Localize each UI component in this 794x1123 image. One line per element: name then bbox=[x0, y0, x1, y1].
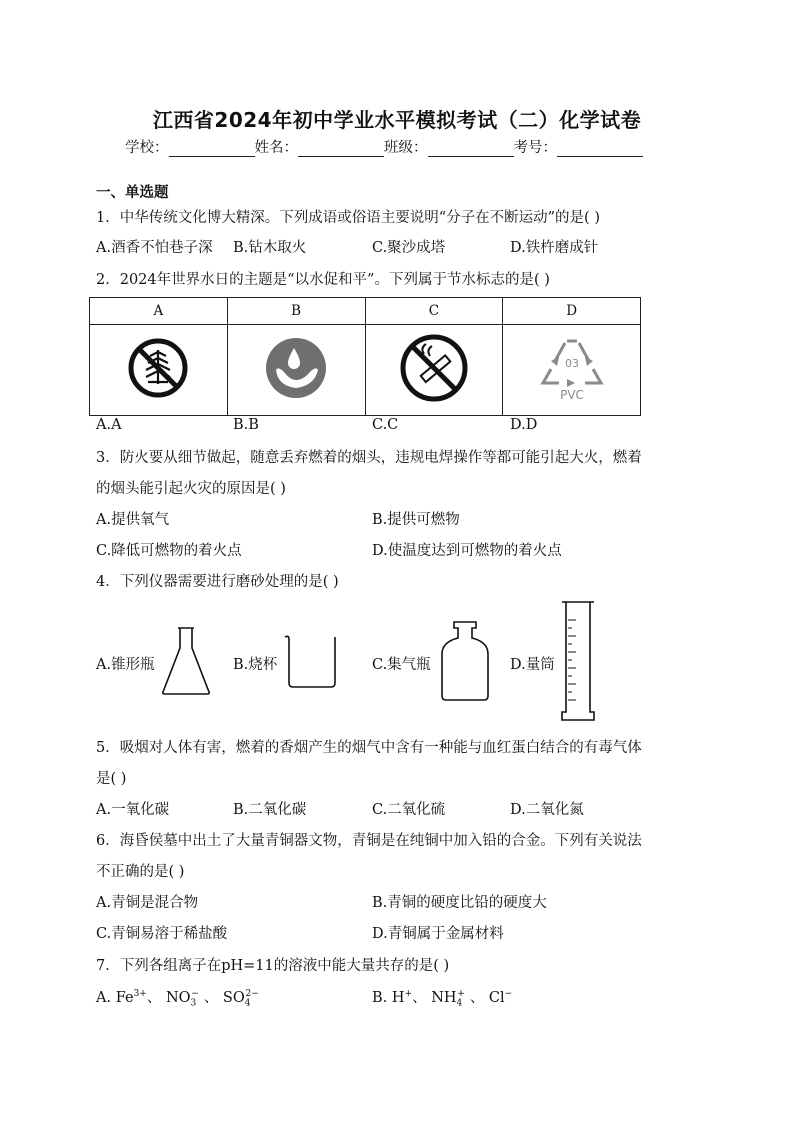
q7-b-label: B. bbox=[372, 990, 388, 1006]
q5-option-d[interactable]: D.二氧化氮 bbox=[510, 802, 584, 818]
symbol-header-b: B bbox=[227, 298, 365, 325]
q4-option-d[interactable]: D.量筒 bbox=[510, 657, 555, 673]
q7-option-a[interactable] bbox=[96, 986, 264, 1009]
water-saving-icon bbox=[264, 336, 328, 400]
ion-fe: $Fe^{3+}$ bbox=[115, 989, 147, 1006]
gas-collecting-bottle-icon bbox=[438, 620, 492, 702]
q5-option-a[interactable]: A.一氧化碳 bbox=[96, 802, 170, 818]
section-heading: 一、单选题 bbox=[96, 185, 169, 201]
symbol-header-c: C bbox=[365, 298, 503, 325]
symbol-header-a: A bbox=[90, 298, 228, 325]
q1-option-a[interactable]: A.酒香不怕巷子深 bbox=[96, 240, 213, 256]
symbol-cell-b bbox=[227, 325, 365, 416]
q4-option-a[interactable]: A.锥形瓶 bbox=[96, 657, 155, 673]
symbol-cell-c bbox=[365, 325, 503, 416]
class-field[interactable] bbox=[428, 140, 514, 157]
recycling-code: 03 bbox=[564, 357, 579, 370]
question-1-stem: 1．中华传统文化博大精深。下列成语或俗语主要说明“分子在不断运动”的是( ) bbox=[96, 210, 600, 226]
name-field[interactable] bbox=[298, 140, 384, 157]
q4-option-c[interactable]: C.集气瓶 bbox=[372, 657, 431, 673]
q3-option-d[interactable]: D.使温度达到可燃物的着火点 bbox=[372, 543, 562, 559]
student-info-row bbox=[125, 136, 643, 157]
question-7-stem: 7．下列各组离子在pH=11的溶液中能大量共存的是( ) bbox=[96, 958, 450, 974]
q1-option-c[interactable]: C.聚沙成塔 bbox=[372, 240, 446, 256]
question-3-stem-line2: 的烟头能引起火灾的原因是( ) bbox=[96, 481, 286, 497]
ion-no3: $NO_3^-$ bbox=[165, 989, 199, 1009]
q2-option-b[interactable]: B.B bbox=[233, 417, 259, 433]
symbol-header-d: D bbox=[503, 298, 641, 325]
question-5-stem-line1: 5．吸烟对人体有害，燃着的香烟产生的烟气中含有一种能与血红蛋白结合的有毒气体 bbox=[96, 740, 642, 756]
question-5-stem-line2: 是( ) bbox=[96, 771, 127, 787]
beaker-icon bbox=[283, 633, 341, 689]
question-3-stem-line1: 3．防火要从细节做起，随意丢弃燃着的烟头，违规电焊操作等都可能引起大火，燃着 bbox=[96, 450, 642, 466]
number-field[interactable] bbox=[557, 140, 643, 157]
no-logging-icon bbox=[126, 336, 190, 400]
school-field[interactable] bbox=[169, 140, 255, 157]
symbol-cell-d bbox=[503, 325, 641, 416]
question-2-stem: 2．2024年世界水日的主题是“以水促和平”。下列属于节水标志的是( ) bbox=[96, 272, 550, 288]
q7-a-label: A. bbox=[96, 990, 112, 1006]
q1-option-b[interactable]: B.钻木取火 bbox=[233, 240, 307, 256]
school-label: 学校： bbox=[125, 140, 169, 156]
q2-option-d[interactable]: D.D bbox=[510, 417, 538, 433]
q3-option-c[interactable]: C.降低可燃物的着火点 bbox=[96, 543, 242, 559]
recycling-icon bbox=[537, 333, 607, 403]
q5-option-c[interactable]: C.二氧化硫 bbox=[372, 802, 446, 818]
q5-option-b[interactable]: B.二氧化碳 bbox=[233, 802, 307, 818]
separator: 、 bbox=[146, 990, 162, 1006]
q2-option-c[interactable]: C.C bbox=[372, 417, 399, 433]
q4-option-b[interactable]: B.烧杯 bbox=[233, 657, 278, 673]
ion-nh4: $NH_4^+$ bbox=[431, 989, 465, 1009]
ion-h: H+ bbox=[391, 989, 413, 1006]
separator: 、 bbox=[203, 990, 219, 1006]
q6-option-b[interactable]: B.青铜的硬度比铅的硬度大 bbox=[372, 895, 547, 911]
no-smoking-icon bbox=[398, 332, 470, 404]
number-label: 考号： bbox=[513, 140, 557, 156]
q6-option-c[interactable]: C.青铜易溶于稀盐酸 bbox=[96, 926, 228, 942]
q1-option-d[interactable]: D.铁杵磨成针 bbox=[510, 240, 599, 256]
q3-option-b[interactable]: B.提供可燃物 bbox=[372, 512, 460, 528]
ion-cl: Cl− bbox=[488, 989, 513, 1006]
question-6-stem-line2: 不正确的是( ) bbox=[96, 864, 185, 880]
graduated-cylinder-icon bbox=[558, 600, 598, 722]
class-label: 班级： bbox=[384, 140, 428, 156]
q2-option-a[interactable]: A.A bbox=[96, 417, 122, 433]
symbol-cell-a bbox=[90, 325, 228, 416]
ion-so4: $SO_4^{2-}$ bbox=[222, 989, 259, 1009]
separator: 、 bbox=[469, 990, 485, 1006]
q7-option-b[interactable] bbox=[372, 986, 512, 1009]
q6-option-a[interactable]: A.青铜是混合物 bbox=[96, 895, 199, 911]
separator: 、 bbox=[412, 990, 427, 1006]
question-6-stem-line1: 6．海昏侯墓中出土了大量青铜器文物，青铜是在纯铜中加入铅的合金。下列有关说法 bbox=[96, 833, 642, 849]
q6-option-d[interactable]: D.青铜属于金属材料 bbox=[372, 926, 504, 942]
symbol-table bbox=[89, 297, 641, 416]
page-title: 江西省2024年初中学业水平模拟考试（二）化学试卷 bbox=[152, 108, 642, 132]
question-4-stem: 4．下列仪器需要进行磨砂处理的是( ) bbox=[96, 574, 339, 590]
recycling-material: PVC bbox=[559, 388, 584, 402]
name-label: 姓名： bbox=[254, 140, 298, 156]
q3-option-a[interactable]: A.提供氧气 bbox=[96, 512, 170, 528]
conical-flask-icon bbox=[160, 626, 212, 696]
